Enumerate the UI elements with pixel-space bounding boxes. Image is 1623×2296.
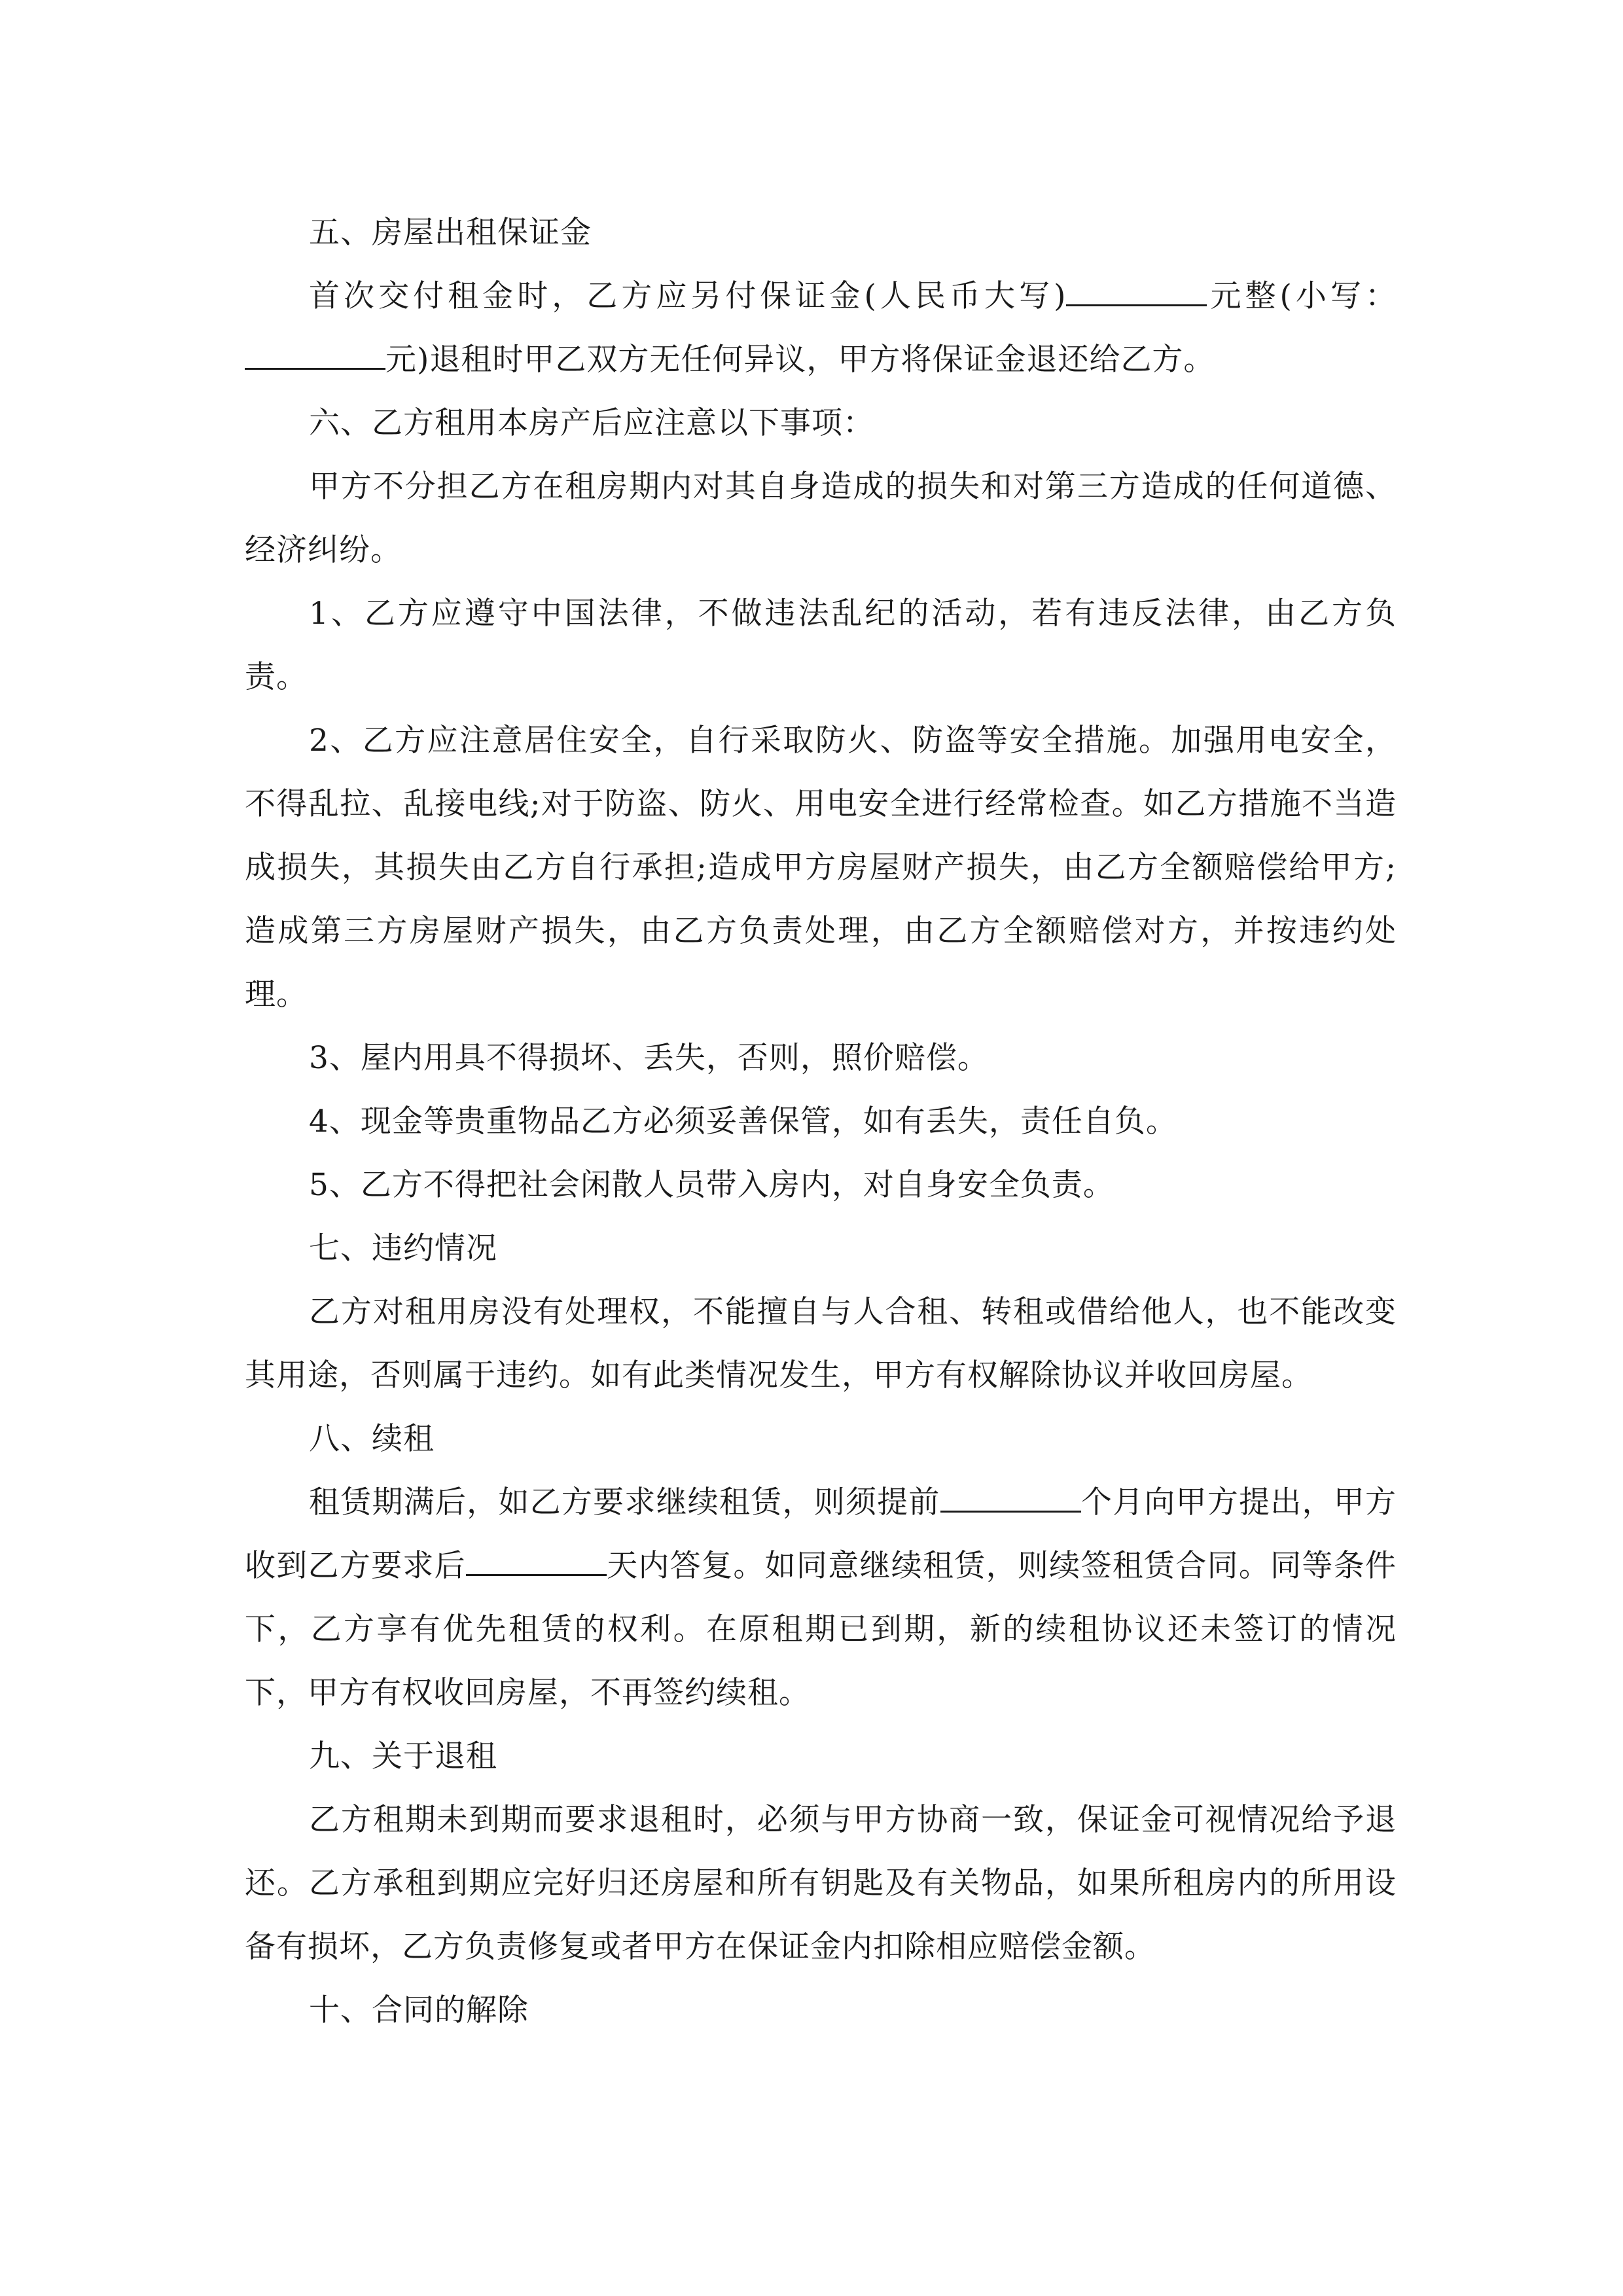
section-8-title: 八、续租 [309, 1421, 435, 1457]
section-7-paragraph: 乙方对租用房没有处理权，不能擅自与人合租、转租或借给他人，也不能改变其用途，否则属于违约。如有此类情况发生，甲方有权解除协议并收回房屋。 [245, 1294, 1397, 1393]
deposit-amount-words-blank [1066, 278, 1207, 306]
section-6-item-3: 3、屋内用具不得损坏、丢失，否则，照价赔偿。 [309, 1040, 989, 1076]
s5-text-b: 元整(小写： [1207, 278, 1397, 314]
section-7-title: 七、违约情况 [309, 1230, 497, 1266]
section-5-paragraph [245, 264, 1397, 391]
section-6-item-5: 5、乙方不得把社会闲散人员带入房内，对自身安全负责。 [309, 1167, 1115, 1203]
deposit-amount-number-blank [245, 342, 385, 370]
section-6-item-4: 4、现金等贵重物品乙方必须妥善保管，如有丢失，责任自负。 [309, 1103, 1177, 1139]
section-6-item-2: 2、乙方应注意居住安全，自行采取防火、防盗等安全措施。加强用电安全，不得乱拉、乱接电线;对于防盗、防火、用电安全进行经常检查。如乙方措施不当造成损失，其损失由乙方自行承担;造成甲方房屋财产损失，由乙方全额赔偿给甲方;造成第三方房屋财产损失，由乙方负责处理，由乙方全额赔偿对方，并按违约处理。 [245, 723, 1397, 1013]
section-6-title: 六、乙方租用本房产后应注意以下事项： [309, 405, 874, 441]
s8-text-c: 天内答复。如同意继续租赁，则续签租赁合同。同等条件下，乙方享有优先租赁的权利。在原租期已到期，新的续租协议还未签订的情况下，甲方有权收回房屋，不再签约续租。 [245, 1548, 1397, 1711]
section-8-paragraph [245, 1471, 1397, 1725]
section-6-item-1: 1、乙方应遵守中国法律，不做违法乱纪的活动，若有违反法律，由乙方负责。 [245, 596, 1397, 695]
s8-text-b: 个月向甲方提出，甲方收到乙方要求后 [245, 1484, 1397, 1584]
s5-text-a: 首次交付租金时，乙方应另付保证金(人民币大写) [309, 278, 1067, 314]
section-9-title: 九、关于退租 [309, 1738, 497, 1774]
notice-months-blank [940, 1484, 1081, 1513]
section-10-title: 十、合同的解除 [309, 1992, 529, 2028]
s5-text-c: 元)退租时甲乙双方无任何异议，甲方将保证金退还给乙方。 [385, 342, 1215, 378]
reply-days-blank [466, 1548, 607, 1576]
section-9-paragraph: 乙方租期未到期而要求退租时，必须与甲方协商一致，保证金可视情况给予退还。乙方承租到期应完好归还房屋和所有钥匙及有关物品，如果所租房内的所用设备有损坏，乙方负责修复或者甲方在保证金内扣除相应赔偿金额。 [245, 1802, 1397, 1965]
s8-text-a: 租赁期满后，如乙方要求继续租赁，则须提前 [309, 1484, 940, 1520]
section-6-paragraph: 甲方不分担乙方在租房期内对其自身造成的损失和对第三方造成的任何道德、经济纠纷。 [245, 469, 1397, 568]
document-body [245, 201, 1397, 2042]
section-5-title: 五、房屋出租保证金 [309, 215, 592, 251]
